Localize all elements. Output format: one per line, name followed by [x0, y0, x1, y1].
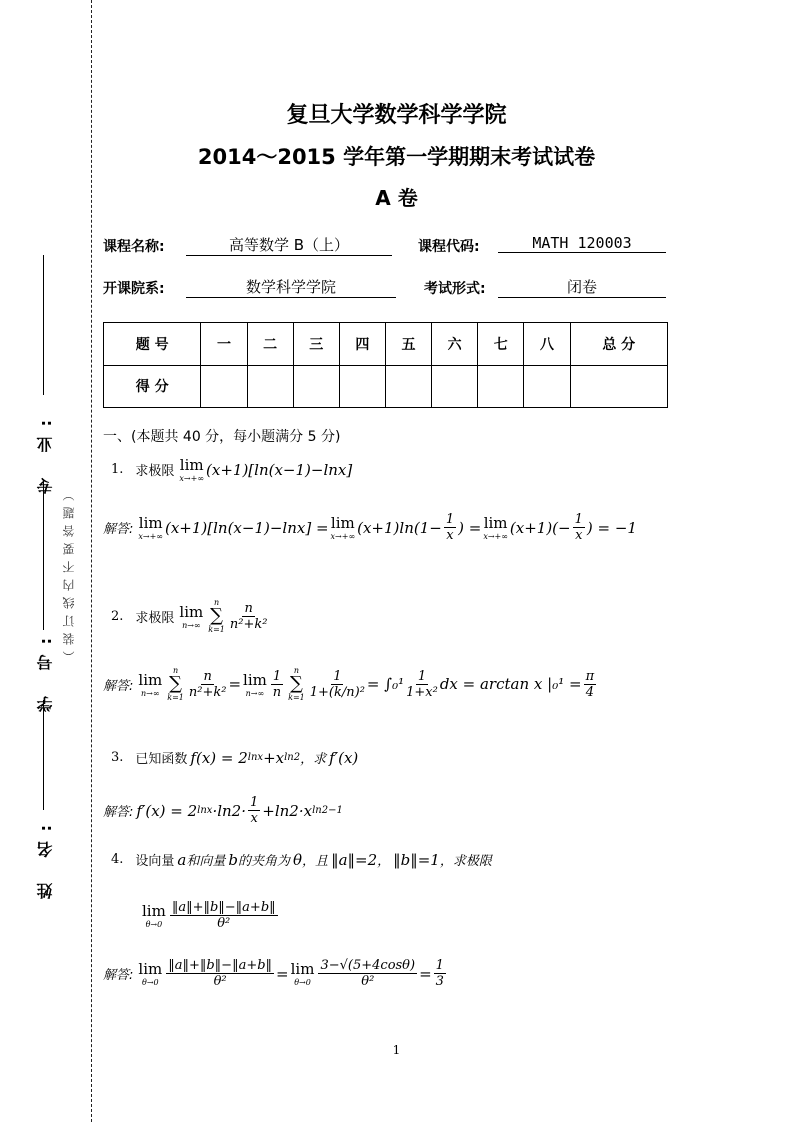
denominator: x — [250, 811, 258, 826]
lim-subscript: x→+∞ — [138, 532, 163, 541]
numerator: 1 — [333, 668, 342, 684]
summation — [208, 598, 225, 634]
text: ，求极限 — [439, 854, 492, 869]
paper-version: A 卷 — [375, 186, 418, 210]
section-heading: 一、(本题共 40 分，每小题满分 5 分) — [103, 429, 341, 445]
answer-line — [103, 666, 598, 702]
fraction — [230, 601, 268, 632]
numerator: 1 — [272, 668, 282, 684]
lim-subscript: x→+∞ — [483, 532, 508, 541]
math-formula — [140, 900, 280, 931]
fraction — [271, 669, 283, 700]
score-cell — [339, 365, 385, 408]
math-text: a — [177, 850, 187, 869]
summation — [167, 666, 184, 702]
question-number-cell: 八 — [524, 323, 570, 366]
text: 解答: — [103, 522, 134, 537]
denominator: θ² — [361, 974, 375, 989]
question-number-cell: 四 — [339, 323, 385, 366]
question-number-cell: 总 分 — [570, 323, 667, 366]
numerator: ‖a‖+‖b‖−‖a+b‖ — [168, 958, 273, 973]
sigma-symbol: ∑ — [169, 673, 182, 694]
math-text: ·ln2· — [212, 801, 246, 820]
name-blank — [43, 700, 44, 810]
id-blank — [43, 480, 44, 630]
denominator: 4 — [585, 684, 594, 700]
denominator: 1+x² — [406, 684, 438, 700]
question-line — [140, 900, 280, 931]
department-value: 数学科学学院 — [186, 276, 396, 298]
limit — [138, 960, 162, 987]
math-text: b — [228, 850, 238, 869]
numerator: 1 — [250, 795, 259, 810]
sigma-symbol: ∑ — [210, 605, 223, 626]
math-text: = — [419, 964, 432, 983]
lim-symbol: lim — [330, 514, 355, 532]
score-table — [103, 322, 668, 408]
course-code-value: MATH 120003 — [498, 234, 666, 253]
lim-symbol: lim — [179, 456, 204, 474]
school-title: 复旦大学数学科学学院 — [286, 103, 507, 128]
department-label: 开课院系: — [103, 281, 165, 297]
superscript: ln2−1 — [312, 805, 343, 816]
math-text: +ln2·x — [262, 801, 313, 820]
table-row — [104, 323, 668, 366]
sigma-symbol: ∑ — [290, 673, 303, 694]
math-text: ‖a‖=2 — [331, 850, 378, 869]
math-text: (x+1)[ln(x−1)−lnx] = — [164, 518, 329, 537]
exam-form-value: 闭卷 — [498, 276, 666, 298]
superscript: ln2 — [284, 752, 301, 763]
fraction — [444, 512, 456, 543]
math-text: (x+1)(− — [509, 518, 571, 537]
text: ， — [377, 854, 391, 869]
sum-lower: k=1 — [288, 693, 305, 702]
score-cell — [432, 365, 478, 408]
sum-lower: k=1 — [208, 625, 225, 634]
lim-subscript: θ→0 — [145, 920, 163, 929]
text: 的夹角为 — [238, 854, 291, 869]
text: 解答: — [103, 805, 134, 820]
table-row — [104, 365, 668, 408]
lim-subscript: x→+∞ — [330, 532, 356, 541]
fraction — [248, 795, 260, 826]
fraction — [170, 900, 278, 931]
math-text: (x+1)[ln(x−1)−lnx] — [206, 460, 353, 479]
major-label: 专 业: — [36, 410, 55, 494]
math-formula — [177, 456, 352, 483]
math-formula — [190, 748, 358, 767]
limit — [138, 671, 162, 698]
sum-upper: n — [293, 666, 300, 675]
denominator: n — [272, 684, 282, 700]
sum-upper: n — [172, 666, 179, 675]
limit — [179, 456, 204, 483]
answer-line — [103, 795, 343, 826]
exam-title: 2014～2015 学年第一学期期末考试试卷 — [197, 145, 596, 169]
math-formula — [177, 850, 494, 869]
fraction — [189, 669, 227, 700]
answer-line — [103, 958, 448, 989]
lim-subscript: n→∞ — [141, 688, 160, 698]
math-formula — [103, 666, 598, 702]
math-text: f(x) = 2 — [190, 748, 248, 767]
math-text: = ∫₀¹ — [366, 675, 405, 693]
math-formula — [103, 958, 448, 989]
math-formula — [103, 795, 343, 826]
course-code-label: 课程代码: — [418, 239, 480, 255]
limit — [243, 671, 267, 698]
binding-note: （装订线内不要答题） — [62, 483, 76, 663]
lim-subscript: x→+∞ — [179, 474, 205, 483]
question-number: 2. — [111, 608, 124, 624]
lim-symbol: lim — [243, 670, 267, 689]
numerator: 1 — [445, 512, 455, 527]
numerator: ‖a‖+‖b‖−‖a+b‖ — [171, 900, 276, 915]
math-text: θ — [293, 850, 303, 869]
major-blank — [43, 255, 44, 395]
denominator: 3 — [435, 974, 444, 989]
fraction — [318, 958, 417, 989]
exam-form-label: 考试形式: — [424, 281, 486, 297]
numerator: 1 — [435, 958, 444, 973]
question-number-cell: 二 — [247, 323, 293, 366]
lim-symbol: lim — [290, 960, 315, 978]
math-text: ) = — [458, 518, 482, 537]
lim-symbol: lim — [138, 960, 163, 978]
math-text: f′(x) — [329, 748, 359, 767]
question-number-cell: 五 — [385, 323, 431, 366]
text: 解答: — [103, 678, 134, 694]
math-text: (x+1)ln(1− — [357, 518, 442, 537]
question-number: 3. — [111, 750, 124, 765]
score-label-cell: 得 分 — [104, 365, 201, 408]
fraction — [406, 669, 438, 700]
question-prompt: 已知函数 — [135, 752, 188, 767]
fraction — [310, 669, 365, 700]
lim-subscript: n→∞ — [245, 688, 265, 698]
fraction — [573, 512, 585, 543]
score-cell — [570, 365, 667, 408]
text: ，求 — [300, 752, 327, 767]
question-number-cell: 七 — [478, 323, 524, 366]
question-line — [103, 598, 269, 634]
numerator: 1 — [417, 668, 427, 684]
fraction — [434, 958, 446, 989]
summation — [288, 666, 305, 702]
denominator: 1+(k/n)² — [309, 684, 365, 700]
lim-symbol: lim — [138, 514, 163, 532]
math-formula — [177, 598, 269, 634]
lim-subscript: θ→0 — [142, 978, 159, 987]
lim-symbol: lim — [138, 670, 163, 689]
lim-symbol: lim — [483, 514, 508, 532]
text: 解答: — [103, 968, 134, 983]
lim-subscript: θ→0 — [294, 978, 311, 987]
id-label: 学 号: — [36, 628, 55, 712]
fraction — [584, 669, 597, 700]
math-text: +x — [263, 748, 285, 767]
denominator: θ² — [217, 916, 231, 931]
denominator: n²+k² — [229, 616, 268, 632]
denominator: θ² — [213, 974, 227, 989]
text: 和向量 — [186, 854, 226, 869]
score-cell — [524, 365, 570, 408]
question-number: 4. — [111, 852, 124, 867]
limit — [331, 514, 356, 541]
numerator: 1 — [574, 512, 583, 527]
superscript: lnx — [247, 752, 264, 763]
math-text: = — [228, 675, 242, 693]
math-text: ) = −1 — [586, 518, 637, 537]
numerator: n — [244, 600, 253, 616]
question-line — [103, 748, 358, 767]
lim-symbol: lim — [179, 602, 204, 621]
score-cell — [478, 365, 524, 408]
header-cell: 题 号 — [104, 323, 201, 366]
score-cell — [247, 365, 293, 408]
math-text: f′(x) = 2 — [136, 801, 198, 820]
math-text: ‖b‖=1 — [393, 850, 440, 869]
limit — [483, 514, 508, 541]
question-number-cell: 一 — [201, 323, 247, 366]
question-prompt: 设向量 — [135, 854, 175, 869]
page-number: 1 — [392, 1043, 401, 1057]
math-formula — [103, 512, 637, 543]
text: ，且 — [302, 854, 329, 869]
numerator: 3−√(5+4cosθ) — [320, 958, 416, 973]
question-line — [103, 456, 352, 483]
name-label: 姓 名: — [36, 815, 55, 899]
fraction — [166, 958, 274, 989]
question-number-cell: 三 — [293, 323, 339, 366]
denominator: x — [446, 528, 454, 543]
math-text: = — [276, 964, 289, 983]
score-cell — [385, 365, 431, 408]
score-cell — [293, 365, 339, 408]
limit — [291, 960, 315, 987]
denominator: x — [575, 528, 583, 543]
question-number: 1. — [111, 462, 124, 477]
course-name-value: 高等数学 B（上） — [186, 234, 392, 256]
score-cell — [201, 365, 247, 408]
course-name-label: 课程名称: — [103, 239, 165, 255]
question-prompt: 求极限 — [135, 464, 175, 479]
limit — [179, 603, 203, 630]
math-text: dx = arctan x |₀¹ = — [439, 675, 582, 693]
sum-lower: k=1 — [167, 693, 184, 702]
lim-subscript: n→∞ — [182, 620, 201, 630]
limit — [142, 902, 166, 929]
question-number-cell: 六 — [432, 323, 478, 366]
superscript: lnx — [197, 805, 213, 816]
numerator: n — [203, 668, 212, 684]
lim-symbol: lim — [142, 902, 166, 920]
numerator: π — [585, 668, 595, 684]
denominator: n²+k² — [188, 684, 227, 700]
answer-line — [103, 512, 637, 543]
question-prompt: 求极限 — [135, 610, 175, 626]
sum-upper: n — [213, 598, 220, 607]
limit — [138, 514, 163, 541]
question-line — [103, 850, 495, 869]
